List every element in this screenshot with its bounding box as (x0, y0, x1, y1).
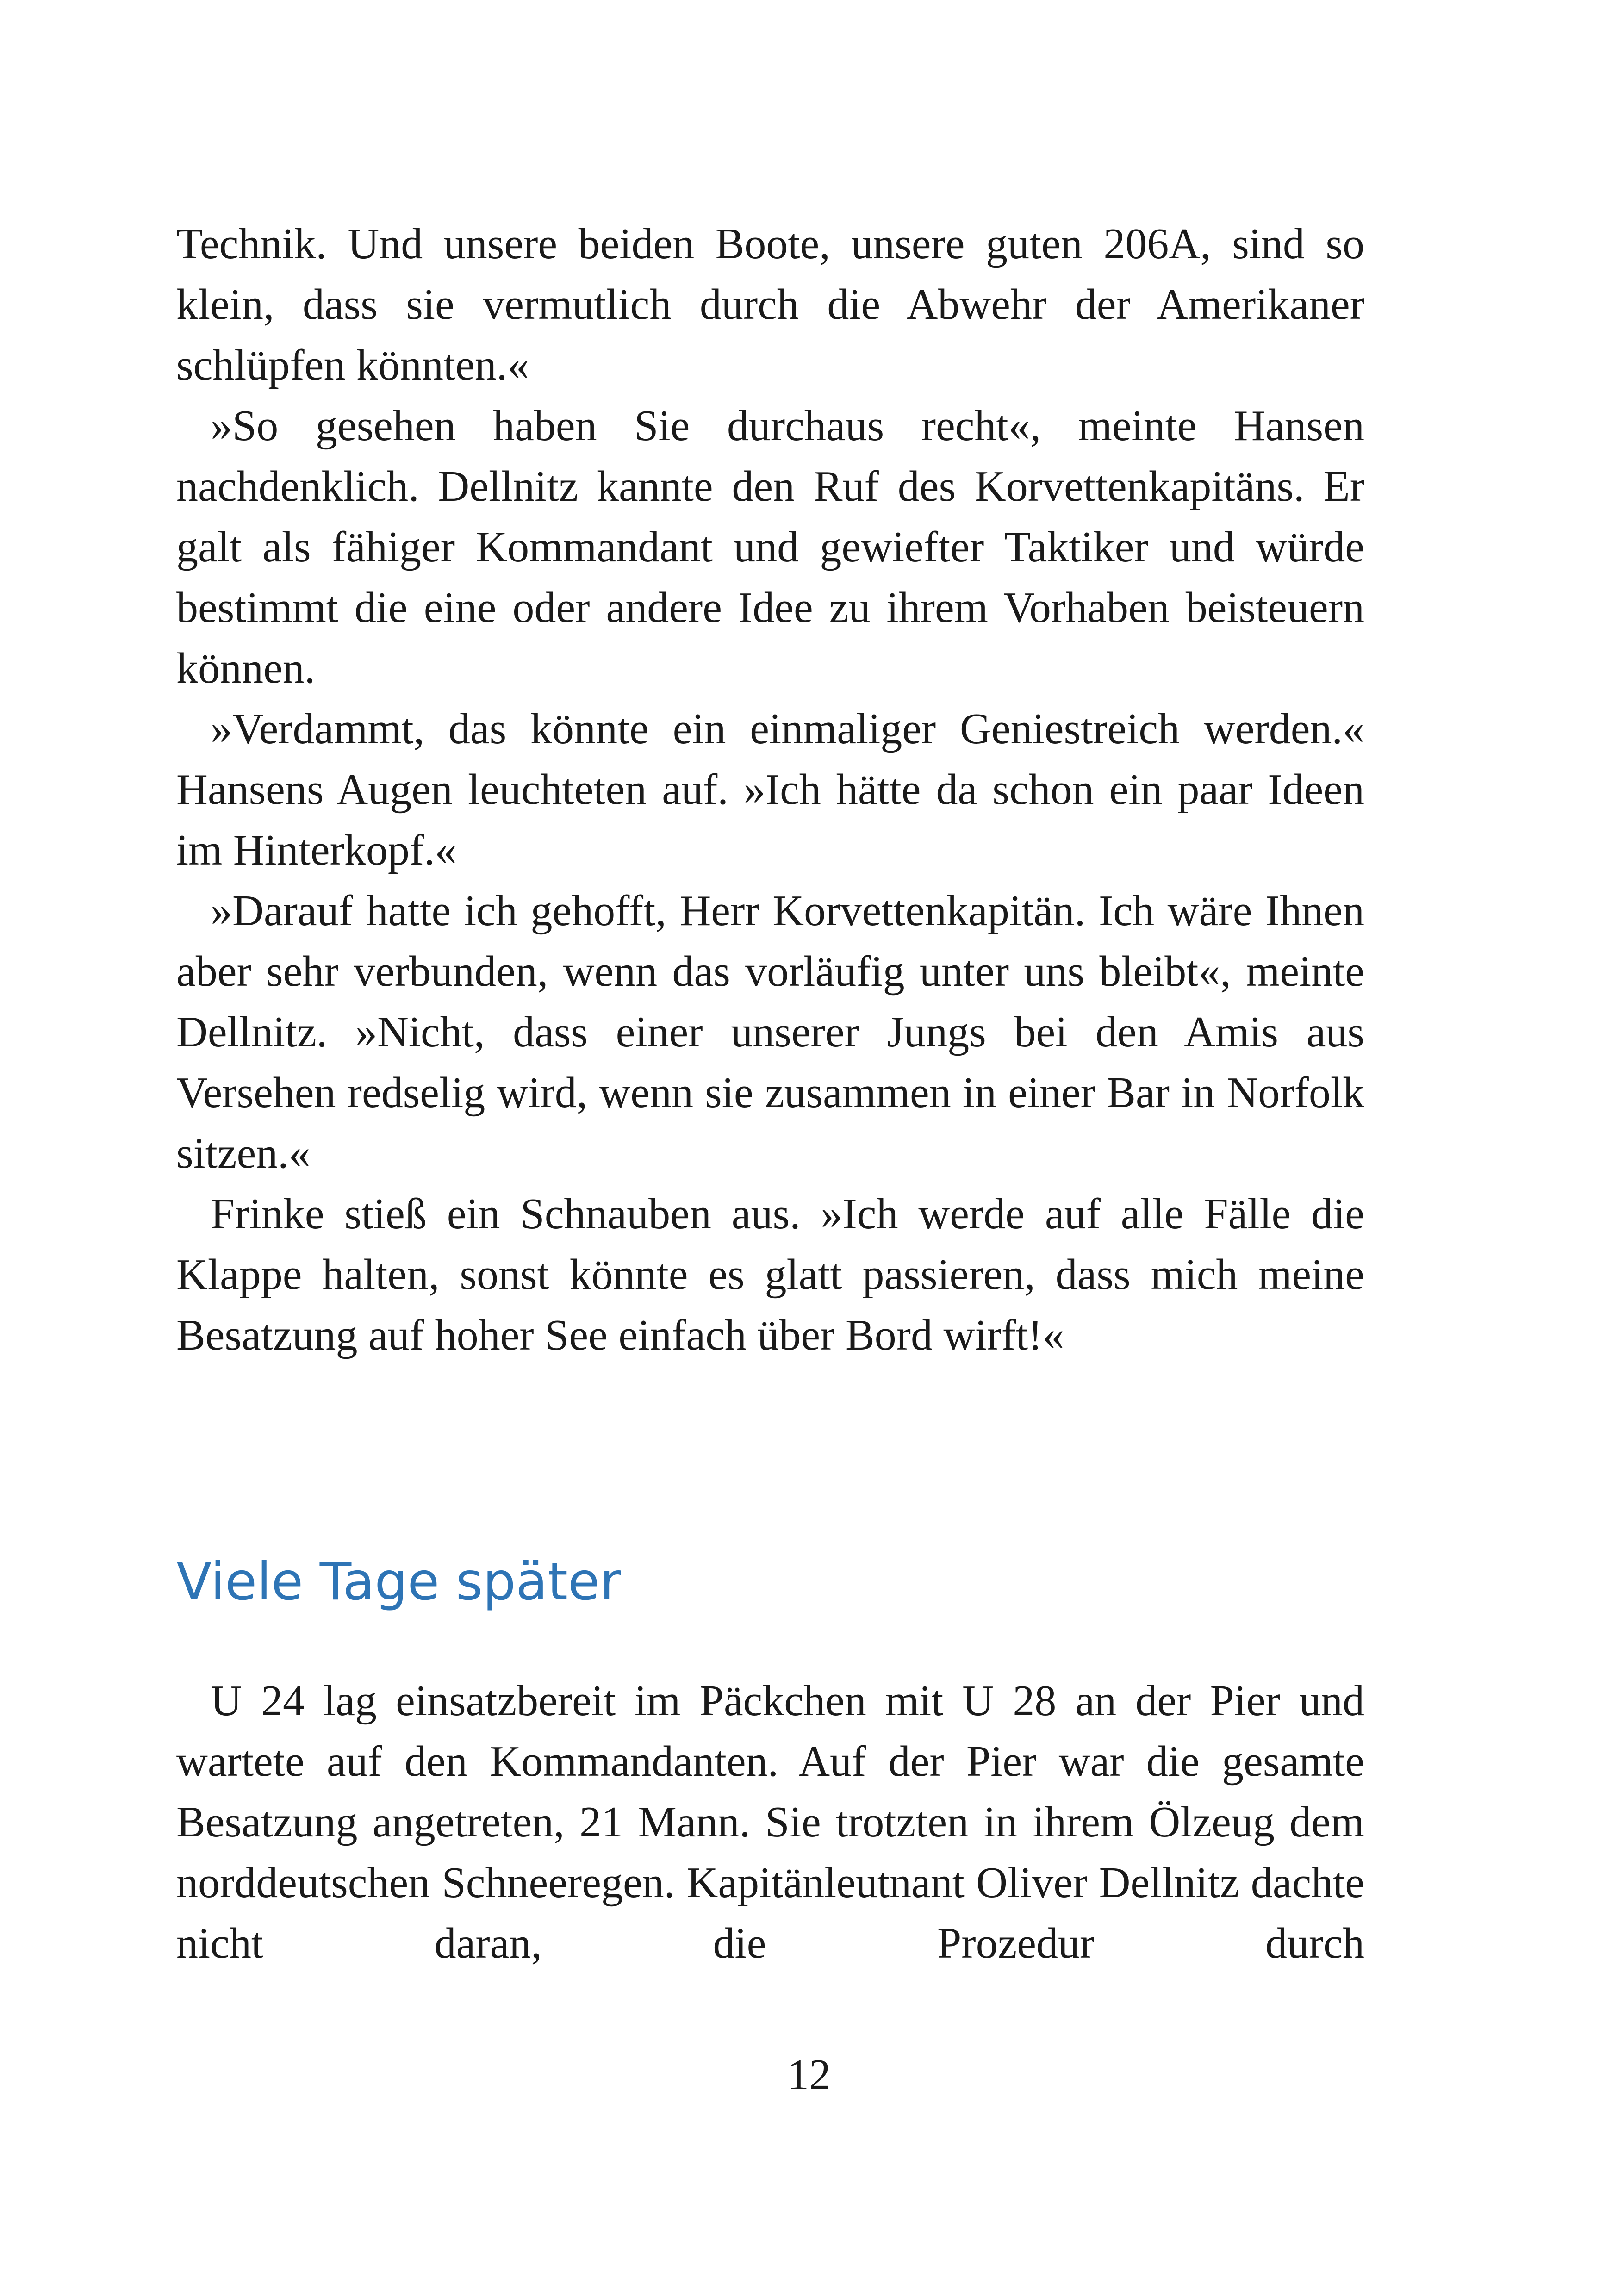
paragraph: »So gesehen haben Sie durchaus recht«, meinte Hansen nachdenklich. Dellnitz kannte den Ruf des Korvettenkapitäns. Er galt als fähiger Kommandant und gewiefter Taktiker und würde bestimmt die eine oder andere Idee zu ihrem Vorhaben beisteuern können. (176, 402, 1364, 692)
paragraph: Frinke stieß ein Schnauben aus. »Ich werde auf alle Fälle die Klappe halten, sonst könnte es glatt passieren, dass mich meine Besatzung auf hoher See einfach über Bord wirft!« (176, 1190, 1364, 1359)
body-text-bottom (176, 1671, 1364, 1974)
body-text-top (176, 214, 1364, 1366)
paragraph: »Verdammt, das könnte ein einmaliger Geniestreich werden.« Hansens Augen leuchteten auf. »Ich hätte da schon ein paar Ideen im Hinterkopf.« (176, 705, 1364, 874)
page-number: 12 (787, 2051, 831, 2099)
paragraph: Technik. Und unsere beiden Boote, unsere guten 206A, sind so klein, dass sie vermutlich durch die Abwehr der Amerikaner schlüpfen könnten.« (176, 220, 1364, 389)
paragraph: »Darauf hatte ich gehofft, Herr Korvettenkapitän. Ich wäre Ihnen aber sehr verbunden, wenn das vorläufig unter uns bleibt«, meinte Dellnitz. »Nicht, dass einer unserer Jungs bei den Amis aus Versehen redselig wird, wenn sie zusammen in einer Bar in Norfolk sitzen.« (176, 887, 1364, 1177)
paragraph: U 24 lag einsatzbereit im Päckchen mit U 28 an der Pier und wartete auf den Kommandanten. Auf der Pier war die gesamte Besatzung angetreten, 21 Mann. Sie trotzten in ihrem Ölzeug dem norddeutschen Schneeregen. Kapitänleutnant Oliver Dellnitz dachte nicht daran, die Prozedur durch (176, 1677, 1364, 1967)
section-heading: Viele Tage später (176, 1552, 621, 1612)
